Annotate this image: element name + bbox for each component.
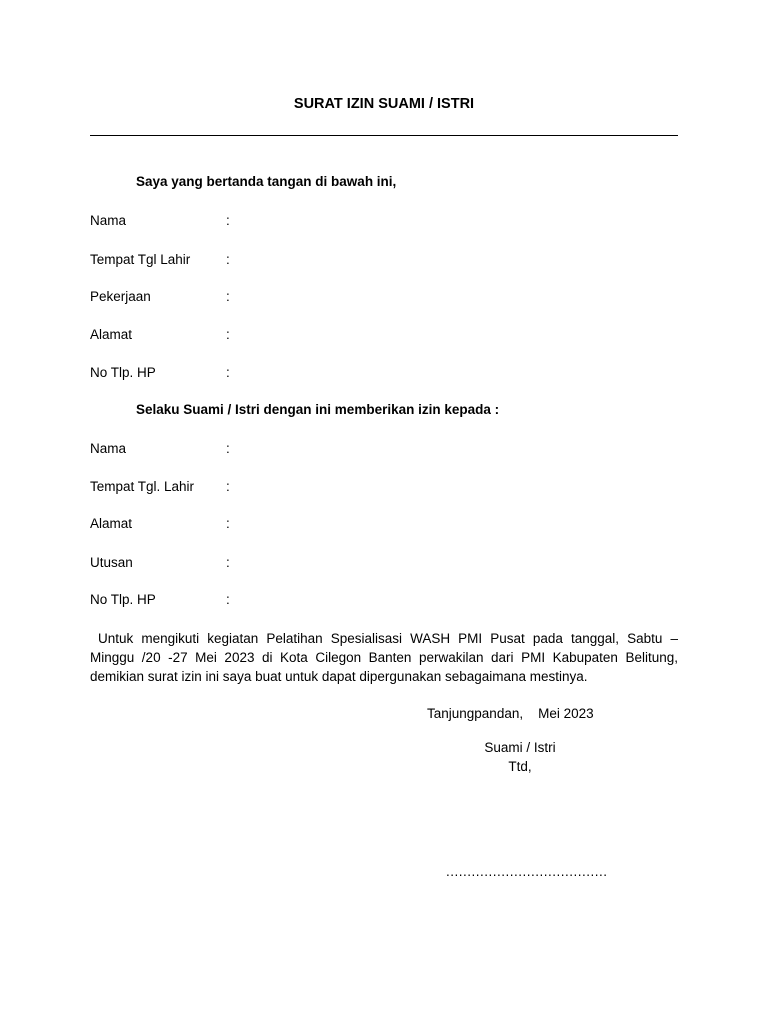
field-label-tempat-tgl-lahir: Tempat Tgl Lahir: [90, 252, 191, 267]
field-colon: :: [226, 592, 230, 607]
field-label-utusan: Utusan: [90, 555, 133, 570]
title-divider: [90, 135, 678, 136]
field-colon: :: [226, 516, 230, 531]
signer-role: Suami / Istri: [484, 740, 556, 755]
document-title: SURAT IZIN SUAMI / ISTRI: [293, 96, 475, 112]
section2-intro: Selaku Suami / Istri dengan ini memberikan izin kepada :: [136, 402, 500, 417]
field-colon: :: [226, 252, 230, 267]
field-label-alamat: Alamat: [90, 516, 133, 531]
field-colon: :: [226, 327, 230, 342]
signer-ttd: Ttd,: [508, 759, 532, 774]
field-label-nama: Nama: [90, 213, 127, 228]
field-colon: :: [226, 289, 230, 304]
body-paragraph-text: Untuk mengikuti kegiatan Pelatihan Spesialisasi WASH PMI Pusat pada tanggal, Sabtu – Minggu /20 -27 Mei 2023 di Kota Cilegon Banten perwakilan dari PMI Kabupaten Belitung, demikian surat izin ini saya buat untuk dapat dipergunakan sebagaimana mestinya.: [90, 631, 678, 684]
field-label-pekerjaan: Pekerjaan: [90, 289, 151, 304]
intro-statement: Saya yang bertanda tangan di bawah ini,: [136, 174, 397, 189]
field-label-no-tlp-hp: No Tlp. HP: [90, 592, 156, 607]
field-colon: :: [226, 213, 230, 228]
field-label-no-tlp-hp: No Tlp. HP: [90, 365, 156, 380]
field-colon: :: [226, 479, 230, 494]
field-label-tempat-tgl-lahir: Tempat Tgl. Lahir: [90, 479, 195, 494]
place-and-date: Tanjungpandan, Mei 2023: [427, 706, 594, 721]
field-colon: :: [226, 555, 230, 570]
signature-line: ......................................: [446, 864, 608, 879]
field-label-nama: Nama: [90, 441, 127, 456]
field-colon: :: [226, 441, 230, 456]
body-paragraph: [90, 629, 678, 686]
field-label-alamat: Alamat: [90, 327, 133, 342]
field-colon: :: [226, 365, 230, 380]
